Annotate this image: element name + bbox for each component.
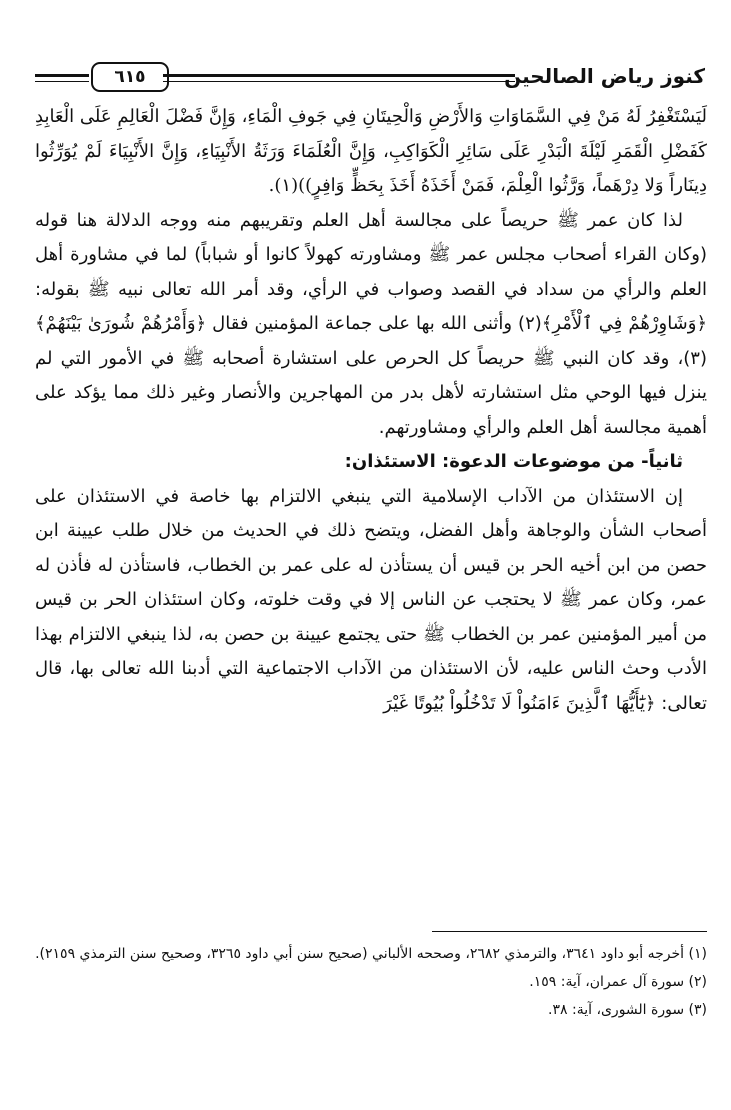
hadith-continuation-paragraph: لَيَسْتَغْفِرُ لَهُ مَنْ فِي السَّمَاوَاتِ وَالأَرْضِ وَالْحِيتَانِ فِي جَوفِ الْمَاءِ، وَإِنَّ فَضْلَ الْعَالِمِ عَلَى الْعَابِدِ كَفَضْلِ الْقَمَرِ لَيْلَةَ الْبَدْرِ عَلَى سَائِرِ الْكَوَاكِبِ، وَإِنَّ الْعُلَمَاءَ وَرَثَةُ الأَنْبِيَاءِ، وَإِنَّ الأَنْبِيَاءَ لَمْ يُوَرِّثُوا دِينَاراً وَلا دِرْهَماً، وَرَّثُوا الْعِلْمَ، فَمَنْ أَخَذَهُ أَخَذَ بِحَظٍّ وَافِرٍ))(١). <box>35 106 707 196</box>
footnotes <box>35 940 707 1024</box>
header-rule-left <box>35 74 89 82</box>
page-number: ٦١٥ <box>91 62 169 92</box>
section-heading: ثانياً- من موضوعات الدعوة: الاستئذان: <box>344 451 683 472</box>
header-rule-right <box>163 74 515 82</box>
running-title: كنوز رياض الصالحين <box>504 64 705 88</box>
footnote-2: (٢) سورة آل عمران، آية: ١٥٩. <box>529 974 707 990</box>
page-header <box>35 58 705 98</box>
footnote-3: (٣) سورة الشورى، آية: ٣٨. <box>548 1002 707 1018</box>
permission-paragraph: إن الاستئذان من الآداب الإسلامية التي ينبغي الالتزام بها خاصة في الاستئذان على أصحاب الشأن والوجاهة وأهل الفضل، ويتضح ذلك في الحديث من خلال طلب عيينة ابن حصن من ابن أخيه الحر بن قيس أن يستأذن له على عمر بن الخطاب، فاستأذن له فأذن له عمر، وكان عمر ﷺ لا يحتجب عن الناس إلا في وقت خلوته، وكان استئذان الحر بن قيس من أمير المؤمنين عمر بن الخطاب ﷺ حتى يجتمع عيينة بن حصن به، لذا ينبغي الالتزام بهذا الأدب وحث الناس عليه، لأن الاستئذان من الآداب الاجتماعية التي أدبنا الله تعالى بها، قال تعالى: ﴿يَٰٓأَيُّهَا ٱلَّذِينَ ءَامَنُواْ لَا تَدْخُلُواْ بُيُوتًا غَيْرَ <box>35 485 707 714</box>
consultation-paragraph: لذا كان عمر ﷺ حريصاً على مجالسة أهل العلم وتقريبهم منه ووجه الدلالة هنا قوله (وكان القراء أصحاب مجلس عمر ﷺ ومشاورته كهولاً كانوا أو شباباً) لما في مشاورة أهل العلم والرأي من سداد في القصد وصواب في الرأي، وقد أمر الله تعالى نبيه ﷺ بقوله: ﴿وَشَاوِرْهُمْ فِي ٱلْأَمْرِ﴾(٢) وأثنى الله بها على جماعة المؤمنين فقال ﴿وَأَمْرُهُمْ شُورَىٰ بَيْنَهُمْ﴾(٣)، وقد كان النبي ﷺ حريصاً كل الحرص على استشارة أصحابه ﷺ في الأمور التي لم ينزل فيها الوحي مثل استشارته لأهل بدر من المهاجرين والأنصار وغير ذلك مما يؤكد على أهمية مجالسة أهل العلم والرأي ومشاورتهم. <box>35 209 707 438</box>
footnote-1: (١) أخرجه أبو داود ٣٦٤١، والترمذي ٢٦٨٢، وصححه الألباني (صحيح سنن أبي داود ٣٢٦٥، وصحيح سنن الترمذي ٢١٥٩). <box>35 946 707 962</box>
main-text <box>35 100 707 721</box>
footnote-divider <box>432 931 707 932</box>
